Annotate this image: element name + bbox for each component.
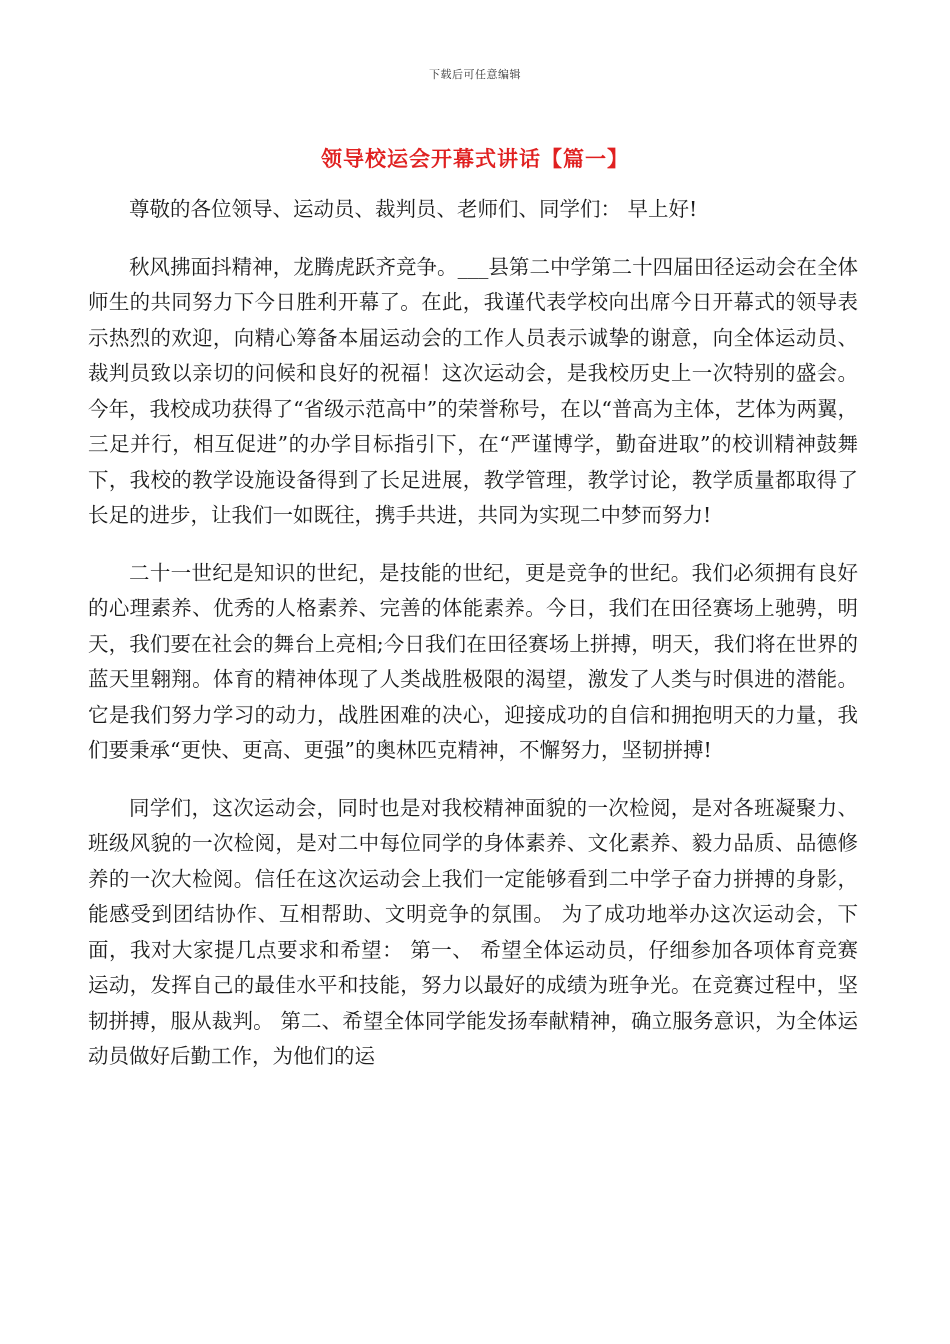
paragraph-century: 二十一世纪是知识的世纪，是技能的世纪，更是竞争的世纪。我们必须拥有良好的心理素养、优秀的人格素养、完善的体能素养。今日，我们在田径赛场上驰骋，明天，我们要在社会的舞台上亮相;今日我们在田径赛场上拼搏，明天，我们将在世界的蓝天里翱翔。体育的精神体现了人类战胜极限的渴望，激发了人类与时俱进的潜能。它是我们努力学习的动力，战胜困难的决心，迎接成功的自信和拥抱明天的力量，我们要秉承“更快、更高、更强”的奥林匹克精神，不懈努力，坚韧拼搏!	[88, 560, 858, 762]
document-title: 领导校运会开幕式讲话【篇一】	[321, 146, 629, 171]
paragraph-opening: 秋风拂面抖精神，龙腾虎跃齐竞争。___县第二中学第二十四届田径运动会在全体师生的共同努力下今日胜利开幕了。在此，我谨代表学校向出席今日开幕式的领导表示热烈的欢迎，向精心筹备本届运动会的工作人员表示诚挚的谢意，向全体运动员、裁判员致以亲切的问候和良好的祝福！这次运动会，是我校历史上一次特别的盛会。今年，我校成功获得了“省级示范高中”的荣誉称号，在以“普高为主体，艺体为两翼，三足并行，相互促进”的办学目标指引下，在“严谨博学，勤奋进取”的校训精神鼓舞下，我校的教学设施设备得到了长足进展，教学管理，教学讨论，教学质量都取得了长足的进步，让我们一如既往，携手共进，共同为实现二中梦而努力!	[88, 254, 858, 527]
document-body	[88, 192, 858, 1097]
paragraph-requirements: 同学们，这次运动会，同时也是对我校精神面貌的一次检阅，是对各班凝聚力、班级风貌的一次检阅，是对二中每位同学的身体素养、文化素养、毅力品质、品德修养的一次大检阅。信任在这次运动会上我们一定能够看到二中学子奋力拼搏的身影，能感受到团结协作、互相帮助、文明竞争的氛围。 为了成功地举办这次运动会，下面，我对大家提几点要求和希望： 第一、 希望全体运动员，仔细参加各项体育竞赛运动，发挥自己的最佳水平和技能，努力以最好的成绩为班争光。在竞赛过程中，坚韧拼搏，服从裁判。 第二、希望全体同学能发扬奉献精神，确立服务意识，为全体运动员做好后勤工作，为他们的运	[88, 795, 858, 1068]
page-header-note: 下载后可任意编辑	[429, 68, 521, 81]
paragraph-greeting: 尊敬的各位领导、运动员、裁判员、老师们、同学们： 早上好!	[129, 197, 698, 221]
